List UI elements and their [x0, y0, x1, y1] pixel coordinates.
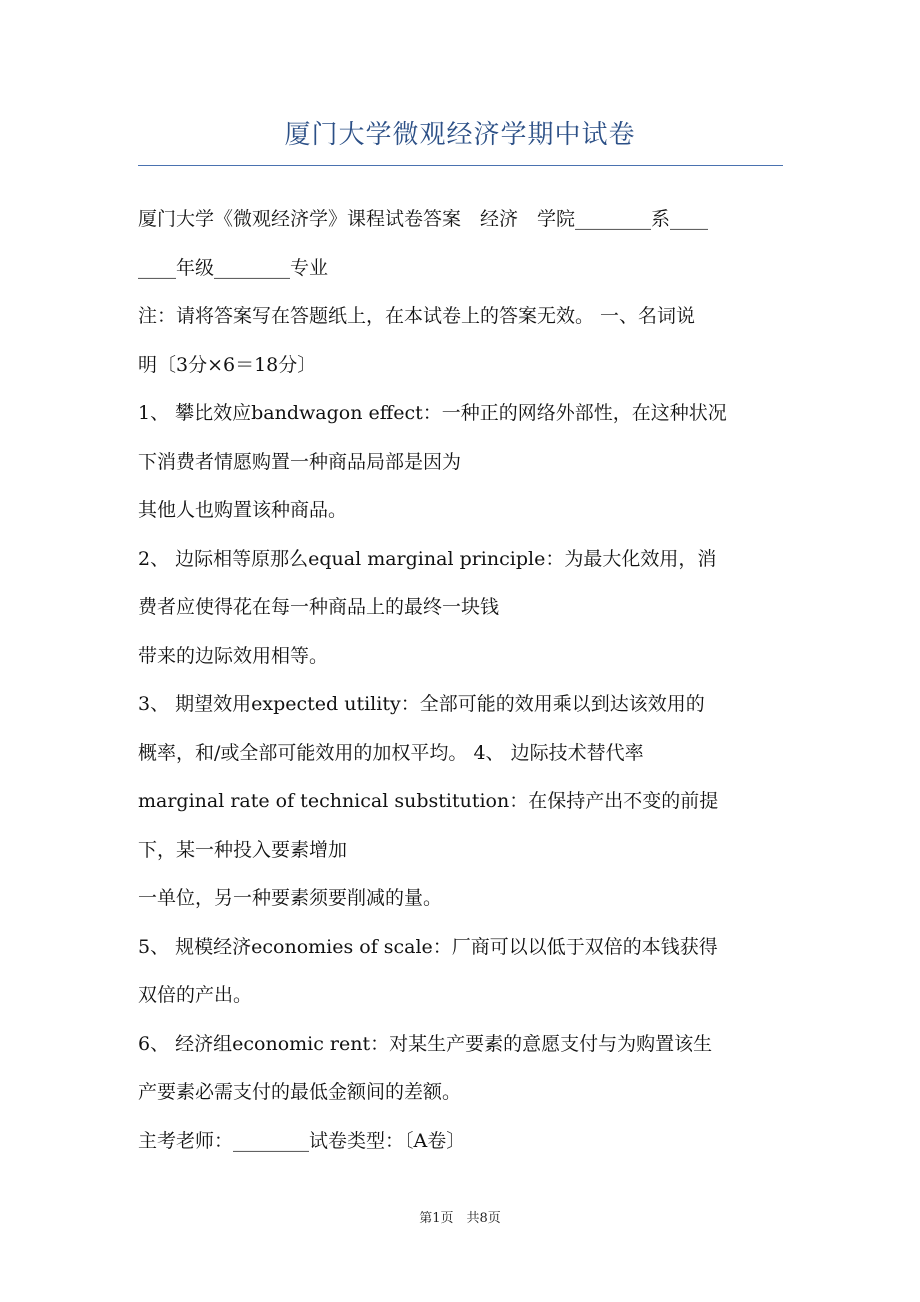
text-line: 下，某一种投入要素增加: [138, 838, 348, 861]
text-line: 下消费者情愿购置一种商品局部是因为: [138, 450, 462, 473]
text-line: 概率，和/或全部可能效用的加权平均。 4、 边际技术替代率: [138, 741, 644, 764]
text-line: ____年级________专业: [138, 256, 329, 279]
title-divider: [138, 165, 783, 166]
page-footer: 第1页 共8页: [419, 1211, 501, 1226]
text-line: 厦门大学《微观经济学》课程试卷答案 经济 学院________系____: [138, 208, 709, 230]
text-line: 其他人也购置该种商品。: [138, 499, 348, 521]
text-line: 带来的边际效用相等。: [138, 644, 329, 667]
text-line: marginal rate of technical substitution：在保持产出不变的前提: [138, 790, 719, 812]
text-line: 6、 经济组economic rent：对某生产要素的意愿支付与为购置该生: [138, 1032, 713, 1055]
text-line: 一单位，另一种要素须要削减的量。: [138, 887, 443, 909]
text-line: 注：请将答案写在答题纸上，在本试卷上的答案无效。 一、名词说: [138, 305, 696, 327]
document-body: [138, 195, 784, 1165]
text-line: 主考老师：________试卷类型：〔A卷〕: [138, 1129, 466, 1152]
text-line: 1、 攀比效应bandwagon effect：一种正的网络外部性，在这种状况: [138, 402, 727, 424]
text-line: 3、 期望效用expected utility：全部可能的效用乘以到达该效用的: [138, 693, 705, 715]
text-line: 费者应使得花在每一种商品上的最终一块钱: [138, 596, 500, 618]
text-line: 2、 边际相等原那么equal marginal principle：为最大化效用，消: [138, 547, 717, 570]
page-title: 厦门大学微观经济学期中试卷: [284, 120, 636, 150]
text-line: 双倍的产出。: [138, 984, 253, 1006]
text-line: 明〔3分×6＝18分〕: [138, 353, 317, 376]
text-line: 5、 规模经济economies of scale：厂商可以以低于双倍的本钱获得: [138, 935, 718, 958]
text-line: 产要素必需支付的最低金额间的差额。: [138, 1081, 462, 1103]
